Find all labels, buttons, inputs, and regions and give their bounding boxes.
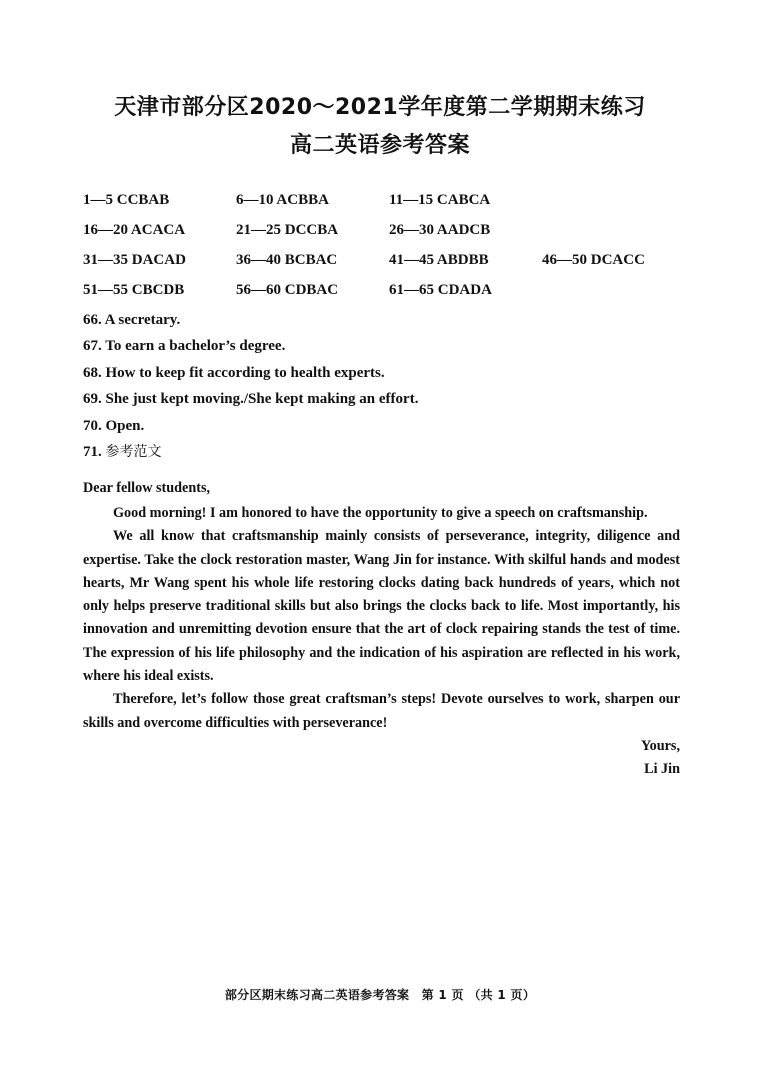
sample-essay-label: 参考范文 <box>105 443 162 460</box>
page-footer: 部分区期末练习高二英语参考答案 第 1 页 （共 1 页） <box>224 988 536 1002</box>
answer-group: 56—60 CDBAC <box>236 282 339 298</box>
essay-paragraph: Therefore, let’s follow those great craftsman’s steps! Devote ourselves to work, sharpen our skills and overcome difficulties with perseverance! <box>83 691 680 731</box>
answer-67: 67. To earn a bachelor’s degree. <box>83 338 286 355</box>
answer-68: 68. How to keep fit according to health experts. <box>83 364 385 381</box>
short-answer-list <box>83 310 418 468</box>
answer-71 <box>83 442 418 468</box>
sample-essay <box>83 478 680 782</box>
answer-row <box>83 190 683 220</box>
answer-row <box>83 280 683 310</box>
answer-group: 41—45 ABDBB <box>389 252 489 268</box>
essay-salutation: Dear fellow students, <box>83 480 211 496</box>
answer-row <box>83 250 683 280</box>
essay-paragraph: We all know that craftsmanship mainly consists of perseverance, integrity, diligence and expertise. Take the clock restoration master, Wang Jin for instance. With skilful hands and modest hearts, Mr Wang spent his whole life restoring clocks dating back hundreds of years, which not only helps preserve traditional skills but also brings the clocks back to life. Most importantly, his innovation and unremitting devotion ensure that the art of clock repairing stands the test of time. The expression of his life philosophy and the indication of his aspiration are reflected in his work, where his ideal exists. <box>83 528 680 685</box>
answer-group: 6—10 ACBBA <box>236 192 329 208</box>
essay-paragraph: Good morning! I am honored to have the opportunity to give a speech on craftsmanship. <box>113 505 648 521</box>
answer-71-number: 71. <box>83 443 102 460</box>
answer-group: 31—35 DACAD <box>83 252 186 268</box>
answer-group: 51—55 CBCDB <box>83 282 185 298</box>
answer-group: 16—20 ACACA <box>83 222 186 238</box>
document-title: 天津市部分区2020～2021学年度第二学期期末练习 <box>114 95 646 120</box>
answer-group: 61—65 CDADA <box>389 282 492 298</box>
answer-group: 21—25 DCCBA <box>236 222 339 238</box>
answer-70: 70. Open. <box>83 417 145 434</box>
answer-group: 26—30 AADCB <box>389 222 491 238</box>
answer-group: 46—50 DCACC <box>542 252 645 268</box>
essay-signature: Li Jin <box>644 761 680 778</box>
essay-closing: Yours, <box>640 737 680 754</box>
answer-key-grid <box>83 190 683 310</box>
answer-group: 1—5 CCBAB <box>83 192 170 208</box>
answer-group: 36—40 BCBAC <box>236 252 338 268</box>
answer-row <box>83 220 683 250</box>
answer-66: 66. A secretary. <box>83 312 181 328</box>
document-subtitle: 高二英语参考答案 <box>289 133 470 158</box>
answer-69: 69. She just kept moving./She kept making an effort. <box>83 391 419 408</box>
answer-group: 11—15 CABCA <box>389 192 491 208</box>
